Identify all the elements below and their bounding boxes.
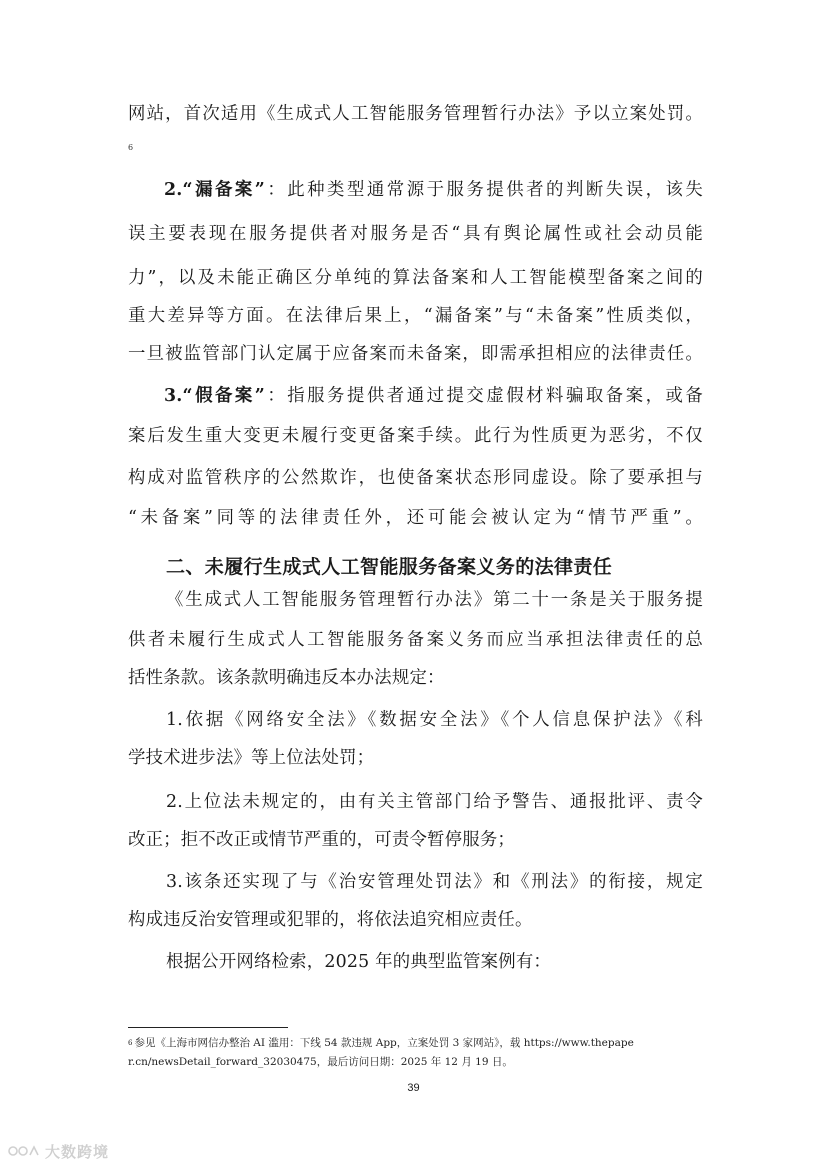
term-假备案: 3.“假备案”	[164, 386, 266, 406]
text-line: 改正；拒不改正或情节严重的，可责令暂停服务；	[128, 830, 515, 850]
footnote-separator	[128, 1027, 288, 1028]
footnote-reference[interactable]: 6	[128, 143, 134, 152]
text-line: 网站，首次适用《生成式人工智能服务管理暂行办法》予以立案处罚。	[128, 104, 703, 124]
text-line: 构成对监管秩序的公然欺诈，也使备案状态形同虚设。除了要承担与	[128, 468, 703, 488]
text-line: 《生成式人工智能服务管理暂行办法》第二十一条是关于服务提	[166, 590, 703, 610]
text-line: 1.依据《网络安全法》《数据安全法》《个人信息保护法》《科	[166, 710, 703, 730]
text-line: “未备案”同等的法律责任外，还可能会被认定为“情节严重”。	[128, 508, 703, 528]
text-line: 重大差异等方面。在法律后果上，“漏备案”与“未备案”性质类似，	[128, 306, 703, 326]
text-line: 误主要表现在服务提供者对服务是否“具有舆论属性或社会动员能	[128, 224, 703, 244]
text-after-term: ：此种类型通常源于服务提供者的判断失误，该失	[265, 180, 704, 200]
text-line: 案后发生重大变更未履行变更备案手续。此行为性质更为恶劣，不仅	[128, 426, 703, 446]
text-line-假备案-start	[128, 384, 703, 408]
text-line: 学技术进步法》等上位法处罚；	[128, 748, 375, 768]
text-line: 括性条款。该条款明确违反本办法规定：	[128, 668, 445, 688]
page-number: 39	[407, 1082, 420, 1094]
text-line: 供者未履行生成式人工智能服务备案义务而应当承担法律责任的总	[128, 630, 703, 650]
footnote-line-1	[128, 1036, 703, 1050]
watermark	[8, 1140, 109, 1162]
text-line: 3.该条还实现了与《治安管理处罚法》和《刑法》的衔接，规定	[166, 872, 703, 892]
text-line: 一旦被监管部门认定属于应备案而未备案，即需承担相应的法律责任。	[128, 344, 703, 364]
text-line: 2.上位法未规定的，由有关主管部门给予警告、通报批评、责令	[166, 792, 703, 812]
text-line: 力”，以及未能正确区分单纯的算法备案和人工智能模型备案之间的	[128, 268, 703, 288]
text-after-term: ：指服务提供者通过提交虚假材料骗取备案，或备	[265, 386, 704, 406]
watermark-text: 大数跨境	[45, 1142, 110, 1161]
footnote-text: 参见《上海市网信办整治 AI 滥用：下线 54 款违规 App，立案处罚 3 家网站》，载 https://www.thepape	[134, 1037, 634, 1049]
text-line-漏备案-start	[128, 178, 703, 202]
text-line: 根据公开网络检索，2025 年的典型监管案例有：	[166, 952, 552, 972]
section-heading: 二、未履行生成式人工智能服务备案义务的法律责任	[166, 556, 613, 578]
footnote-line-2: r.cn/newsDetail_forward_32030475，最后访问日期：2025 年 12 月 19 日。	[128, 1056, 513, 1068]
footnote-marker: 6	[128, 1039, 133, 1047]
term-漏备案: 2.“漏备案”	[164, 180, 266, 200]
watermark-logo-icon	[8, 1142, 42, 1160]
text-line: 构成违反治安管理或犯罪的，将依法追究相应责任。	[128, 910, 533, 930]
